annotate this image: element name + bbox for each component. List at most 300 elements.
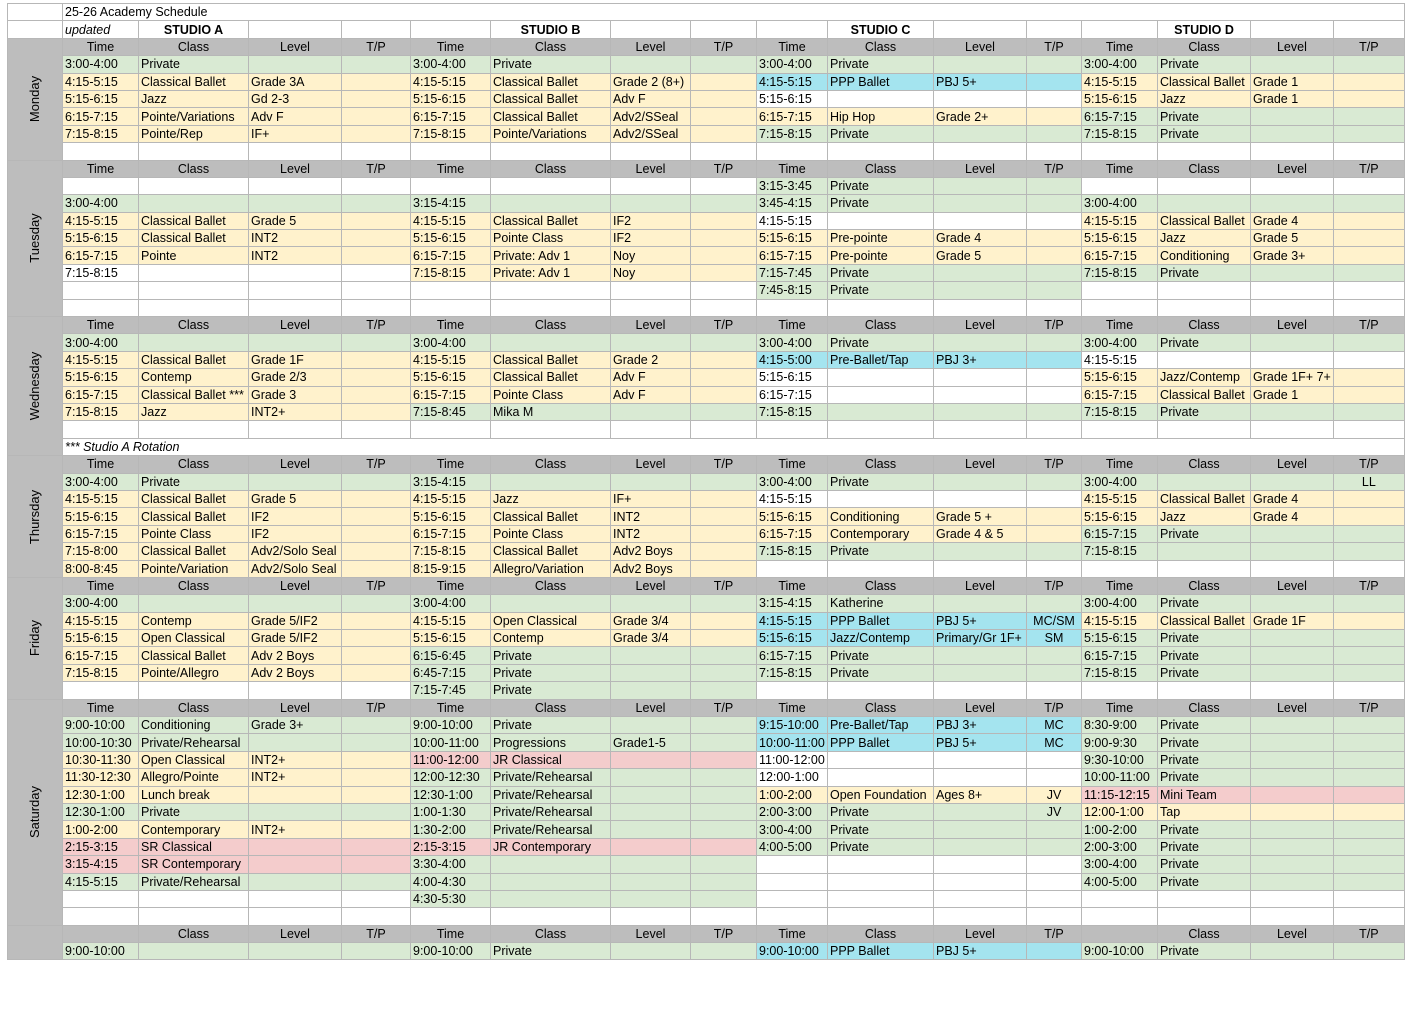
level-cell: INT2 — [611, 525, 691, 542]
time-cell: 4:15-5:15 — [63, 212, 139, 229]
level-cell — [249, 734, 342, 751]
time-cell: 6:15-7:15 — [411, 386, 491, 403]
class-cell — [491, 856, 611, 873]
tp-cell — [342, 908, 411, 925]
level-cell — [611, 682, 691, 699]
time-cell: 4:15-5:15 — [1082, 612, 1158, 629]
column-header-class: Class — [139, 160, 249, 177]
time-cell: 4:15-5:15 — [63, 351, 139, 368]
time-cell — [757, 682, 828, 699]
column-header-class: Class — [1158, 925, 1251, 942]
tp-cell — [691, 508, 757, 525]
tp-cell — [1333, 873, 1404, 890]
column-header-class: Class — [828, 925, 934, 942]
column-header-time: Time — [1082, 699, 1158, 716]
schedule-row — [8, 682, 1405, 699]
schedule-row — [8, 769, 1405, 786]
time-cell — [63, 282, 139, 299]
time-cell: 3:15-3:45 — [757, 177, 828, 194]
class-cell: Pre-pointe — [828, 247, 934, 264]
level-cell — [934, 195, 1027, 212]
column-header-tp: T/P — [1027, 160, 1082, 177]
column-header-tp: T/P — [691, 699, 757, 716]
tp-cell — [1333, 125, 1404, 142]
level-cell: Adv 2 Boys — [249, 647, 342, 664]
class-cell: Classical Ballet — [1158, 612, 1251, 629]
level-cell: Grade 1 — [1251, 73, 1334, 90]
level-cell: Grade 5 — [1251, 230, 1334, 247]
time-cell — [757, 560, 828, 577]
column-header-row — [8, 699, 1405, 716]
tp-cell — [691, 334, 757, 351]
level-cell — [611, 769, 691, 786]
level-cell — [1251, 647, 1334, 664]
tp-cell — [342, 856, 411, 873]
time-cell: 11:00-12:00 — [757, 751, 828, 768]
tp-cell — [1333, 647, 1404, 664]
time-cell: 5:15-6:15 — [1082, 369, 1158, 386]
level-cell — [934, 908, 1027, 925]
time-cell: 4:00-4:30 — [411, 873, 491, 890]
tp-cell — [1027, 769, 1082, 786]
tp-cell — [1027, 543, 1082, 560]
tp-cell — [1333, 803, 1404, 820]
time-cell: 7:15-8:15 — [63, 264, 139, 281]
class-cell: Private — [491, 56, 611, 73]
level-cell: IF+ — [611, 490, 691, 507]
tp-cell — [1027, 90, 1082, 107]
time-cell — [411, 143, 491, 160]
class-cell: Contemporary — [828, 525, 934, 542]
column-header-time: Time — [411, 160, 491, 177]
tp-cell — [1027, 282, 1082, 299]
level-cell — [611, 177, 691, 194]
tp-cell — [1333, 264, 1404, 281]
time-cell: 5:15-6:15 — [63, 508, 139, 525]
tp-cell — [1333, 230, 1404, 247]
column-header-time: Time — [1082, 577, 1158, 594]
day-label-saturday — [8, 699, 63, 925]
time-cell — [757, 143, 828, 160]
time-cell — [757, 890, 828, 907]
tp-cell — [691, 630, 757, 647]
level-cell: Adv F — [611, 386, 691, 403]
level-cell: Grade1-5 — [611, 734, 691, 751]
time-cell: 4:15-5:15 — [63, 490, 139, 507]
class-cell: JR Contemporary — [491, 838, 611, 855]
class-cell: Conditioning — [139, 717, 249, 734]
class-cell: Pointe — [139, 247, 249, 264]
tp-cell — [1333, 786, 1404, 803]
time-cell: 3:00-4:00 — [757, 56, 828, 73]
class-cell — [1158, 177, 1251, 194]
time-cell: 4:30-5:30 — [411, 890, 491, 907]
time-cell: 4:15-5:00 — [757, 351, 828, 368]
tp-cell — [1333, 90, 1404, 107]
level-cell — [1251, 717, 1334, 734]
level-cell — [249, 195, 342, 212]
class-cell — [491, 908, 611, 925]
time-cell: 3:15-4:15 — [757, 595, 828, 612]
tp-cell — [1027, 664, 1082, 681]
class-cell — [828, 212, 934, 229]
time-cell: 12:00-12:30 — [411, 769, 491, 786]
class-cell: Private — [828, 334, 934, 351]
column-header-level: Level — [611, 699, 691, 716]
tp-cell — [1027, 890, 1082, 907]
level-cell: Adv F — [249, 108, 342, 125]
time-cell: 10:30-11:30 — [63, 751, 139, 768]
tp-cell — [691, 908, 757, 925]
time-cell: 10:00-11:00 — [757, 734, 828, 751]
tp-cell — [342, 403, 411, 420]
schedule-row — [8, 664, 1405, 681]
schedule-row — [8, 334, 1405, 351]
tp-cell — [1027, 177, 1082, 194]
class-cell: Classical Ballet — [491, 508, 611, 525]
level-cell — [611, 595, 691, 612]
class-cell: Pointe/Rep — [139, 125, 249, 142]
level-cell: Noy — [611, 264, 691, 281]
level-cell — [1251, 769, 1334, 786]
class-cell — [491, 873, 611, 890]
column-header-level: Level — [611, 160, 691, 177]
time-cell: 10:00-10:30 — [63, 734, 139, 751]
level-cell — [611, 821, 691, 838]
tp-cell — [342, 421, 411, 438]
level-cell — [611, 751, 691, 768]
column-header-tp: T/P — [1027, 577, 1082, 594]
tp-cell — [342, 143, 411, 160]
studio-d-header: STUDIO D — [1158, 21, 1251, 38]
level-cell: Adv2/Solo Seal — [249, 543, 342, 560]
class-cell — [1158, 351, 1251, 368]
tp-cell — [342, 56, 411, 73]
tp-cell — [691, 873, 757, 890]
level-cell — [249, 838, 342, 855]
tp-cell — [1333, 664, 1404, 681]
class-cell — [139, 682, 249, 699]
class-cell — [828, 908, 934, 925]
level-cell — [249, 786, 342, 803]
day-name: Saturday — [27, 786, 42, 839]
class-cell: Private: Adv 1 — [491, 264, 611, 281]
tp-cell — [1333, 525, 1404, 542]
day-label-tuesday — [8, 160, 63, 317]
level-cell: Adv2 Boys — [611, 543, 691, 560]
tp-cell — [342, 821, 411, 838]
tp-cell — [691, 560, 757, 577]
time-cell: 7:15-7:45 — [411, 682, 491, 699]
class-cell: Jazz/Contemp — [1158, 369, 1251, 386]
class-cell — [828, 143, 934, 160]
schedule-row — [8, 890, 1405, 907]
level-cell: Grade 1F+ 7+ — [1251, 369, 1334, 386]
class-cell: Private — [828, 664, 934, 681]
time-cell: 3:00-4:00 — [411, 334, 491, 351]
level-cell — [611, 195, 691, 212]
level-cell: PBJ 5+ — [934, 612, 1027, 629]
class-cell — [491, 421, 611, 438]
time-cell: 10:00-11:00 — [1082, 769, 1158, 786]
tp-cell — [1333, 943, 1404, 960]
level-cell: Grade 4 — [1251, 490, 1334, 507]
class-cell: Pointe/Variations — [139, 108, 249, 125]
time-cell — [1082, 143, 1158, 160]
level-cell: PBJ 5+ — [934, 943, 1027, 960]
level-cell — [611, 647, 691, 664]
schedule-row — [8, 856, 1405, 873]
column-header-level: Level — [1251, 160, 1334, 177]
level-cell: Grade 4 — [934, 230, 1027, 247]
column-header-time: Time — [63, 456, 139, 473]
tp-cell — [342, 612, 411, 629]
class-cell: Classical Ballet — [139, 212, 249, 229]
level-cell — [249, 264, 342, 281]
column-header-time: Time — [63, 577, 139, 594]
time-cell — [411, 177, 491, 194]
level-cell — [1251, 890, 1334, 907]
schedule-row — [8, 717, 1405, 734]
level-cell — [934, 803, 1027, 820]
tp-cell — [342, 177, 411, 194]
level-cell: Grade 3+ — [1251, 247, 1334, 264]
time-cell: 5:15-6:15 — [411, 90, 491, 107]
time-cell: 2:00-3:00 — [757, 803, 828, 820]
class-cell — [828, 873, 934, 890]
column-header-time: Time — [63, 317, 139, 334]
schedule-row — [8, 247, 1405, 264]
class-cell: Jazz — [1158, 230, 1251, 247]
class-cell — [139, 595, 249, 612]
level-cell — [249, 421, 342, 438]
class-cell: Private/Rehearsal — [491, 786, 611, 803]
class-cell: Classical Ballet — [139, 351, 249, 368]
level-cell — [934, 560, 1027, 577]
time-cell — [411, 908, 491, 925]
level-cell — [249, 473, 342, 490]
time-cell: 9:00-10:00 — [757, 943, 828, 960]
class-cell — [828, 682, 934, 699]
column-header-class: Class — [1158, 456, 1251, 473]
tp-cell — [1027, 838, 1082, 855]
class-cell: Jazz — [139, 403, 249, 420]
time-cell: 1:00-1:30 — [411, 803, 491, 820]
time-cell: 3:00-4:00 — [63, 595, 139, 612]
level-cell: PBJ 3+ — [934, 717, 1027, 734]
time-cell: 4:15-5:15 — [757, 612, 828, 629]
column-header-class: Class — [491, 925, 611, 942]
level-cell — [1251, 143, 1334, 160]
tp-cell — [1027, 595, 1082, 612]
time-cell: 6:45-7:15 — [411, 664, 491, 681]
time-cell: 8:30-9:00 — [1082, 717, 1158, 734]
tp-cell — [1027, 403, 1082, 420]
level-cell: Primary/Gr 1F+ — [934, 630, 1027, 647]
tp-cell — [1333, 56, 1404, 73]
tp-cell — [1027, 908, 1082, 925]
class-cell: Private — [1158, 943, 1251, 960]
level-cell — [611, 421, 691, 438]
level-cell — [249, 803, 342, 820]
tp-cell — [1027, 125, 1082, 142]
class-cell: Pre-pointe — [828, 230, 934, 247]
tp-cell: SM — [1027, 630, 1082, 647]
level-cell: Grade 4 — [1251, 508, 1334, 525]
tp-cell — [691, 525, 757, 542]
class-cell — [828, 90, 934, 107]
level-cell: Noy — [611, 247, 691, 264]
tp-cell — [1027, 943, 1082, 960]
level-cell — [611, 282, 691, 299]
tp-cell: JV — [1027, 786, 1082, 803]
tp-cell — [691, 177, 757, 194]
time-cell: 3:00-4:00 — [1082, 195, 1158, 212]
class-cell: Private — [828, 647, 934, 664]
class-cell: PPP Ballet — [828, 73, 934, 90]
level-cell — [1251, 403, 1334, 420]
time-cell: 6:15-7:15 — [411, 108, 491, 125]
class-cell: Private — [1158, 595, 1251, 612]
class-cell: Contemp — [139, 612, 249, 629]
column-header-time: Time — [411, 925, 491, 942]
level-cell — [934, 369, 1027, 386]
tp-cell — [342, 595, 411, 612]
time-cell: 3:00-4:00 — [757, 473, 828, 490]
tp-cell — [1333, 212, 1404, 229]
level-cell — [1251, 751, 1334, 768]
class-cell: Pointe Class — [491, 525, 611, 542]
time-cell — [63, 421, 139, 438]
class-cell: Private — [828, 282, 934, 299]
class-cell: Private — [139, 473, 249, 490]
tp-cell — [342, 560, 411, 577]
time-cell: 11:00-12:00 — [411, 751, 491, 768]
sheet-title: 25-26 Academy Schedule — [63, 4, 1405, 21]
class-cell — [828, 369, 934, 386]
level-cell — [934, 595, 1027, 612]
column-header-time: Time — [757, 456, 828, 473]
time-cell: 3:00-4:00 — [1082, 473, 1158, 490]
day-label-thursday — [8, 456, 63, 578]
class-cell: Private — [1158, 56, 1251, 73]
time-cell: 9:00-10:00 — [411, 717, 491, 734]
level-cell: Grade 5/IF2 — [249, 630, 342, 647]
class-cell — [491, 334, 611, 351]
tp-cell — [691, 717, 757, 734]
level-cell — [611, 943, 691, 960]
tp-cell — [691, 351, 757, 368]
class-cell — [1158, 560, 1251, 577]
time-cell: 4:15-5:15 — [63, 73, 139, 90]
column-header-class: Class — [139, 38, 249, 55]
class-cell — [828, 386, 934, 403]
rotation-note-row — [8, 438, 1405, 455]
time-cell: 4:15-5:15 — [1082, 351, 1158, 368]
level-cell — [934, 264, 1027, 281]
column-header-row — [8, 38, 1405, 55]
time-cell: 4:15-5:15 — [411, 73, 491, 90]
time-cell: 11:30-12:30 — [63, 769, 139, 786]
tp-cell — [342, 299, 411, 316]
time-cell: 5:15-6:15 — [1082, 230, 1158, 247]
level-cell: Grade 5 + — [934, 508, 1027, 525]
time-cell: 5:15-6:15 — [63, 230, 139, 247]
class-cell: Classical Ballet — [491, 543, 611, 560]
schedule-row — [8, 212, 1405, 229]
column-header-time: Time — [1082, 317, 1158, 334]
level-cell — [249, 299, 342, 316]
tp-cell — [1333, 508, 1404, 525]
time-cell: 5:15-6:15 — [1082, 508, 1158, 525]
schedule-row — [8, 630, 1405, 647]
tp-cell — [1333, 595, 1404, 612]
tp-cell — [691, 856, 757, 873]
class-cell: Classical Ballet — [491, 108, 611, 125]
schedule-row — [8, 612, 1405, 629]
level-cell — [1251, 856, 1334, 873]
class-cell: Private — [1158, 125, 1251, 142]
level-cell — [611, 890, 691, 907]
tp-cell — [342, 664, 411, 681]
tp-cell — [342, 386, 411, 403]
corner-cell — [8, 4, 63, 21]
level-cell — [934, 143, 1027, 160]
tp-cell — [342, 543, 411, 560]
time-cell: 4:15-5:15 — [63, 873, 139, 890]
class-cell — [828, 490, 934, 507]
tp-cell — [691, 282, 757, 299]
tp-cell — [1027, 821, 1082, 838]
column-header-level: Level — [1251, 38, 1334, 55]
level-cell: Grade 3/4 — [611, 630, 691, 647]
level-cell — [934, 682, 1027, 699]
column-header-tp: T/P — [691, 456, 757, 473]
time-cell: 4:15-5:15 — [1082, 490, 1158, 507]
time-cell: 6:15-7:15 — [757, 386, 828, 403]
tp-cell — [342, 195, 411, 212]
tp-cell — [1027, 369, 1082, 386]
class-cell: Classical Ballet — [139, 490, 249, 507]
tp-cell — [1027, 751, 1082, 768]
corner-cell — [8, 21, 63, 38]
schedule-row — [8, 108, 1405, 125]
column-header-class: Class — [491, 160, 611, 177]
tp-cell — [1333, 838, 1404, 855]
tp-cell — [1333, 821, 1404, 838]
studio-c-header: STUDIO C — [828, 21, 934, 38]
tp-cell — [1333, 421, 1404, 438]
level-cell: Grade 2 — [611, 351, 691, 368]
column-header-class: Class — [828, 160, 934, 177]
time-cell: 5:15-6:15 — [411, 369, 491, 386]
tp-cell — [342, 803, 411, 820]
tp-cell — [1027, 195, 1082, 212]
time-cell: 3:00-4:00 — [1082, 856, 1158, 873]
column-header-class: Class — [1158, 38, 1251, 55]
level-cell — [1251, 351, 1334, 368]
level-cell — [611, 56, 691, 73]
time-cell: 6:15-7:15 — [411, 525, 491, 542]
level-cell — [1251, 664, 1334, 681]
schedule-row — [8, 386, 1405, 403]
column-header-level: Level — [1251, 925, 1334, 942]
tp-cell — [1333, 717, 1404, 734]
time-cell: 6:15-7:15 — [1082, 247, 1158, 264]
tp-cell — [691, 647, 757, 664]
column-header-row — [8, 577, 1405, 594]
column-header-tp: T/P — [691, 317, 757, 334]
